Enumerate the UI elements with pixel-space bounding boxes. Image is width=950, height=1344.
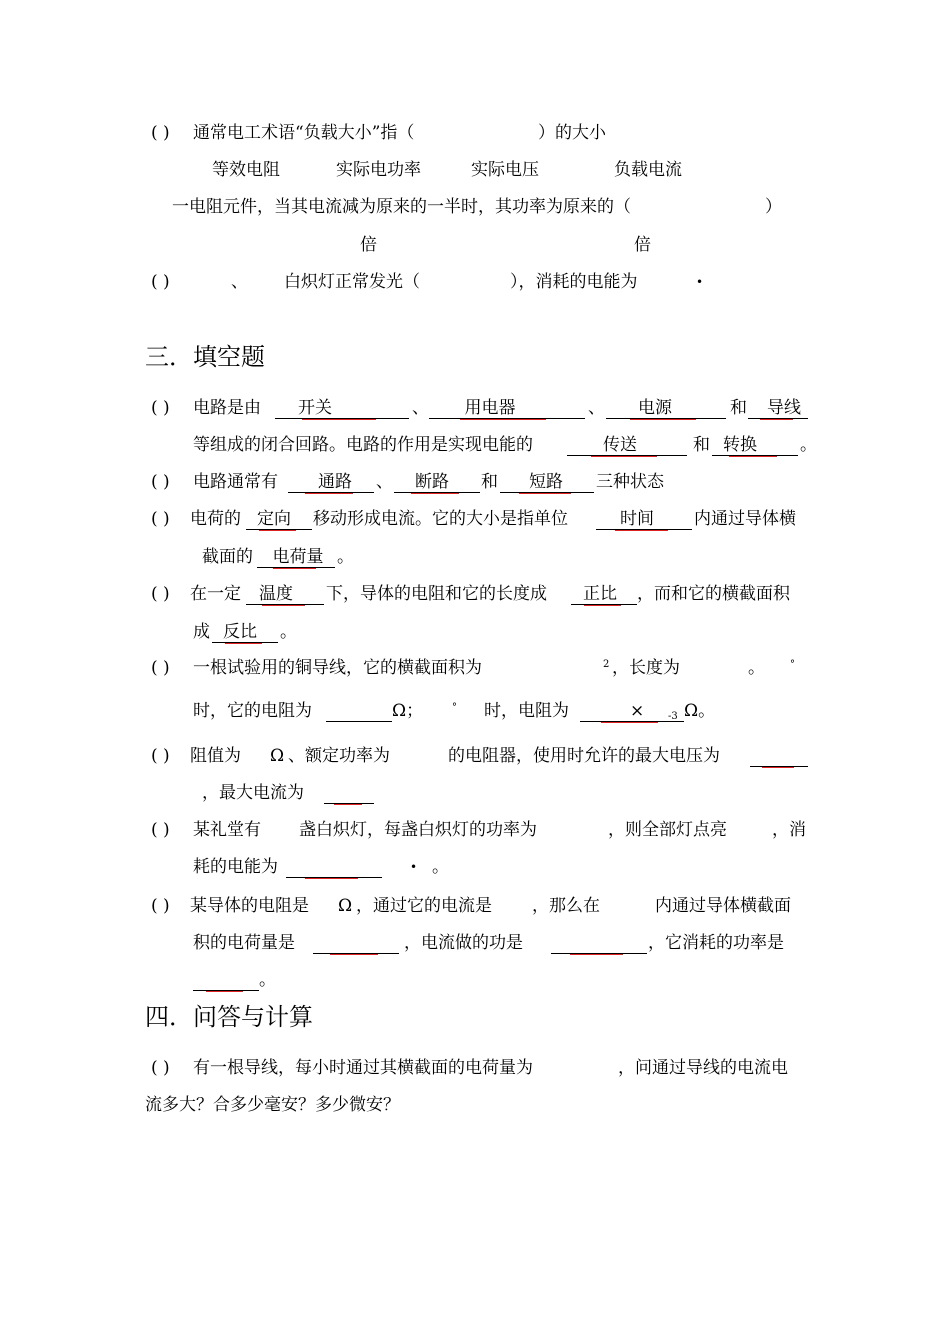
s3-q3-end: 。 [337,547,354,567]
s3-q1-blank5: 传送 [603,435,637,455]
s3-q5-omega2: Ω。 [684,701,716,721]
s3-q5-superscript: 2 [603,659,610,670]
s3-q7-line2: 耗的电能为 [193,857,278,877]
s3-q4-text-c: ，而和它的横截面积 [637,584,790,604]
s4-q1-line2: 流多大？合多少毫安？多少微安？ [145,1095,400,1115]
s3-q3-text-a: 电荷的 [190,509,241,529]
mc-q3-close: ），消耗的电能为 [510,272,638,292]
s3-q4-text-b: 下，导体的电阻和它的长度成 [326,584,547,604]
s3-q6-line2: ，最大电流为 [202,783,304,803]
section-3-title: 三．填空题 [145,343,265,371]
mc-q3-text: 白炽灯正常发光（ [284,272,420,292]
s3-q5-text-a: 一根试验用的铜导线，它的横截面积为 [193,658,482,678]
s3-q6-text-a: 阻值为 [190,746,241,766]
s3-q5-text-b: ，长度为 [612,658,680,678]
s3-q5-line2-a: 时，它的电阻为 [193,701,312,721]
s3-q1-sep1: 、 [412,398,429,418]
s3-q6-omega: Ω [270,746,285,766]
s3-q8-line2-b: ，电流做的功是 [404,933,523,953]
s3-q1-text-a: 电路是由 [193,398,261,418]
s3-q2-number: ( ) [151,472,170,492]
s3-q5-exponent: -3 [668,711,678,722]
s3-q8-omega: Ω [338,896,353,916]
s3-q3-blank2: 时间 [620,509,654,529]
s3-q1-blank1: 开关 [298,398,332,418]
s3-q2-and1: 和 [481,472,498,492]
s3-q5-line2-b: 时，电阻为 [484,701,569,721]
s3-q3-line2: 截面的 [202,547,253,567]
mc-q3-separator: 、 [231,272,248,292]
s3-q8-text-c: ，那么在 [532,896,600,916]
s3-q1-end: 。 [800,435,817,455]
s3-q3-number: ( ) [151,509,170,529]
s3-q8-line2-a: 积的电荷量是 [193,933,295,953]
s3-q1-number: ( ) [151,398,170,418]
mc-q3-number: ( ) [151,272,170,292]
s3-q2-sep1: 、 [376,472,393,492]
s4-q1-text-b: ，问通过导线的电流电 [618,1058,788,1078]
s3-q4-end: 。 [280,622,297,642]
s3-q8-text-d: 内通过导体横截面 [655,896,791,916]
s3-q8-blank3-line [193,990,259,991]
mc-q2-close: ） [765,197,782,217]
mc-q1-number: ( ) [151,123,170,143]
s3-q1-and1: 和 [730,398,747,418]
s4-q1-number: ( ) [151,1058,170,1078]
s3-q5-blank1-line [326,721,392,722]
s4-q1-text-a: 有一根导线，每小时通过其横截面的电荷量为 [193,1058,533,1078]
mc-q2-option-b: 倍 [634,235,651,255]
s3-q1-blank6: 转换 [723,435,757,455]
s3-q6-blank1-line [750,766,808,767]
s3-q5-number: ( ) [151,658,170,678]
s3-q1-blank2: 用电器 [464,398,516,418]
s3-q5-degree2: ° [452,702,457,713]
section-4-title: 四．问答与计算 [145,1003,313,1031]
s3-q8-text-a: 某导体的电阻是 [190,896,309,916]
s3-q4-blank2: 正比 [583,584,617,604]
mc-q1-option-d: 负载电流 [614,160,682,180]
s3-q1-blank3: 电源 [638,398,672,418]
s3-q5-degree1: ° [790,659,795,670]
s3-q5-text-c: 。 [748,658,765,678]
s3-q8-blank2-line [551,953,647,954]
s3-q5-omega1: Ω； [392,701,424,721]
mc-q1-option-b: 实际电功率 [336,160,421,180]
s3-q8-text-b: ，通过它的电流是 [356,896,492,916]
s3-q4-blank1: 温度 [259,584,293,604]
s3-q7-dot: • [410,860,418,874]
s3-q4-text-a: 在一定 [190,584,241,604]
s3-q7-text-d: ，消 [772,820,806,840]
s3-q1-sep2: 、 [588,398,605,418]
s3-q1-blank4: 导线 [767,398,801,418]
s3-q2-blank3: 短路 [529,472,563,492]
mc-q2-text: 一电阻元件，当其电流减为原来的一半时，其功率为原来的（ [172,197,631,217]
s3-q4-line2: 成 [193,622,210,642]
mc-q2-option-a: 倍 [360,235,377,255]
s3-q1-and2: 和 [693,435,710,455]
s3-q6-number: ( ) [151,746,170,766]
s3-q8-number: ( ) [151,896,170,916]
s3-q6-text-b: 、额定功率为 [288,746,390,766]
s3-q4-blank3: 反比 [223,622,257,642]
s3-q3-blank3: 电荷量 [272,547,324,567]
s3-q7-text-b: 盏白炽灯，每盏白炽灯的功率为 [299,820,537,840]
s3-q2-blank1: 通路 [318,472,352,492]
mc-q1-text: 通常电工术语“负载大小”指（ [193,123,415,143]
s3-q8-line2-c: ，它消耗的功率是 [648,933,784,953]
s3-q4-number: ( ) [151,584,170,604]
s3-q2-text-b: 三种状态 [596,472,664,492]
s3-q3-blank1: 定向 [257,509,291,529]
s3-q5-times: × [630,701,645,721]
s3-q8-end: 。 [259,970,276,990]
s3-q2-blank2: 断路 [415,472,449,492]
s3-q8-blank1-line [313,953,399,954]
s3-q7-end: 。 [432,857,449,877]
s3-q1-line2: 等组成的闭合回路。电路的作用是实现电能的 [193,435,533,455]
mc-q3-dot: • [696,275,704,289]
s3-q3-text-b: 移动形成电流。它的大小是指单位 [313,509,568,529]
s3-q7-text-c: ，则全部灯点亮 [608,820,727,840]
mc-q1-option-a: 等效电阻 [212,160,280,180]
mc-q1-option-c: 实际电压 [471,160,539,180]
s3-q2-text-a: 电路通常有 [193,472,278,492]
s3-q6-text-c: 的电阻器，使用时允许的最大电压为 [448,746,720,766]
s3-q3-text-c: 内通过导体横 [694,509,796,529]
s3-q7-number: ( ) [151,820,170,840]
s3-q6-blank2-line [324,803,374,804]
s3-q7-blank1-line [286,877,382,878]
mc-q1-close: ）的大小 [538,123,606,143]
s3-q7-text-a: 某礼堂有 [193,820,261,840]
